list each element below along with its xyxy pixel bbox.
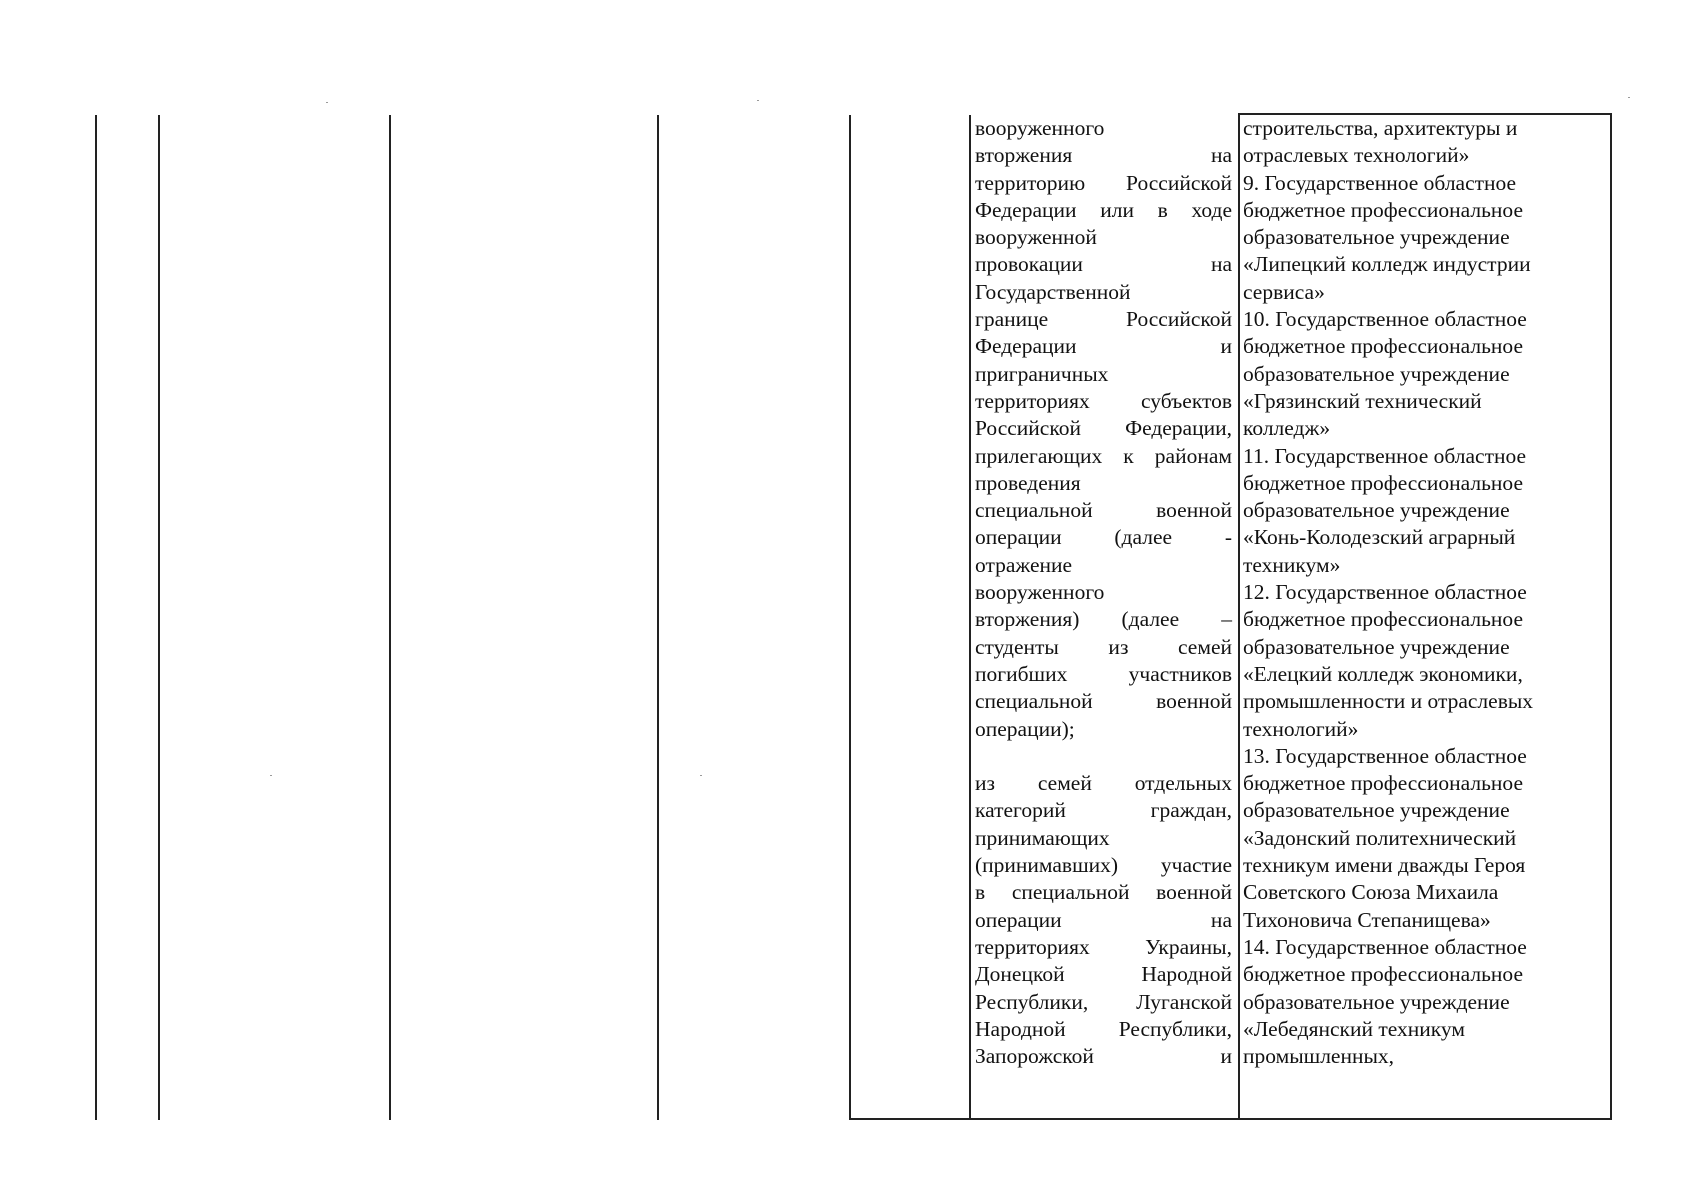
table-bottom-rule [849,1118,1612,1120]
text-line: из семей отдельных [975,771,1232,796]
text-line: «Лебедянский техникум [1243,1016,1465,1041]
text-line: вооруженного [975,116,1105,140]
text-line: 14. Государственное областное [1243,934,1527,959]
text-line: приграничных [975,361,1109,386]
text-line: Народной Республики, [975,1016,1232,1041]
text-line: Федерации и [975,334,1232,359]
text-line: промышленных, [1243,1044,1395,1069]
table-rule-5 [849,115,851,1120]
text-line: образовательное учреждение [1243,498,1510,523]
text-line: границе Российской [975,307,1232,332]
text-line: вооруженной [975,225,1097,250]
text-line: техникум имени дважды Героя [1243,853,1526,878]
text-line: строительства, архитектуры и [1243,116,1518,140]
text-line: 9. Государственное областное [1243,170,1517,195]
text-line: 13. Государственное областное [1243,743,1527,768]
text-line: бюджетное профессиональное [1243,470,1523,495]
text-line: отражение [975,552,1073,577]
text-line: 10. Государственное областное [1243,307,1527,332]
text-line: проведения [975,470,1081,495]
table-rule-8 [1610,113,1612,1120]
category-description-column [975,115,1232,1070]
text-line: территориях субъектов [975,388,1232,413]
table-rule-1 [95,115,97,1120]
text-line: «Липецкий колледж индустрии [1243,252,1531,277]
text-line: Республики, Луганской [975,989,1232,1014]
text-line: вооруженного [975,580,1105,605]
text-line: Тихоновича Степанищева» [1243,907,1491,932]
text-line: студенты из семей [975,634,1232,659]
scan-speck [1628,97,1630,98]
table-rule-4 [657,115,659,1120]
text-line: Государственной [975,279,1131,304]
text-line: образовательное учреждение [1243,361,1510,386]
text-line: Донецкой Народной [975,962,1232,987]
text-line: провокации на [975,252,1232,277]
scan-speck [326,102,328,103]
text-line: специальной военной [975,498,1232,523]
text-line: бюджетное профессиональное [1243,962,1523,987]
text-line: бюджетное профессиональное [1243,771,1523,796]
text-line: образовательное учреждение [1243,634,1510,659]
text-line: прилегающих к районам [975,443,1232,468]
text-line: специальной военной [975,689,1232,714]
text-line: Федерации или в ходе [975,197,1232,222]
text-line: операции на [975,907,1232,932]
text-line: образовательное учреждение [1243,798,1510,823]
text-line: промышленности и отраслевых [1243,689,1534,714]
text-line: сервиса» [1243,279,1325,304]
table-rule-3 [389,115,391,1120]
text-line: вторжения) (далее – [975,607,1232,632]
scan-speck [757,100,759,101]
text-line: категорий граждан, [975,798,1232,823]
text-line: Российской Федерации, [975,416,1232,441]
text-line: Советского Союза Михаила [1243,880,1499,905]
institutions-list-column [1243,115,1608,1070]
text-line: принимающих [975,825,1110,850]
text-line: бюджетное профессиональное [1243,197,1523,222]
text-line: «Конь-Колодезский аграрный [1243,525,1516,550]
text-line: территорию Российской [975,170,1232,195]
text-line: «Грязинский технический [1243,388,1482,413]
blank-line [975,743,1232,770]
text-line: погибших участников [975,661,1232,686]
text-line: техникум» [1243,552,1341,577]
text-line: 12. Государственное областное [1243,580,1527,605]
text-line: (принимавших) участие [975,853,1232,878]
text-line: территориях Украины, [975,934,1232,959]
text-line: колледж» [1243,416,1331,441]
text-line: «Елецкий колледж экономики, [1243,661,1523,686]
scan-speck [700,775,702,776]
table-rule-6 [969,115,971,1120]
text-line: технологий» [1243,716,1359,741]
text-line: Запорожской и [975,1044,1232,1069]
text-line: бюджетное профессиональное [1243,334,1523,359]
text-line: в специальной военной [975,880,1232,905]
table-rule-7 [1238,113,1240,1120]
text-line: вторжения на [975,143,1232,168]
text-line: 11. Государственное областное [1243,443,1527,468]
text-line: образовательное учреждение [1243,989,1510,1014]
text-line: операции); [975,716,1075,741]
text-line: отраслевых технологий» [1243,143,1470,168]
text-line: образовательное учреждение [1243,225,1510,250]
text-line: бюджетное профессиональное [1243,607,1523,632]
table-rule-2 [158,115,160,1120]
text-line: операции (далее - [975,525,1232,550]
text-line: «Задонский политехнический [1243,825,1517,850]
scan-speck [270,775,272,776]
